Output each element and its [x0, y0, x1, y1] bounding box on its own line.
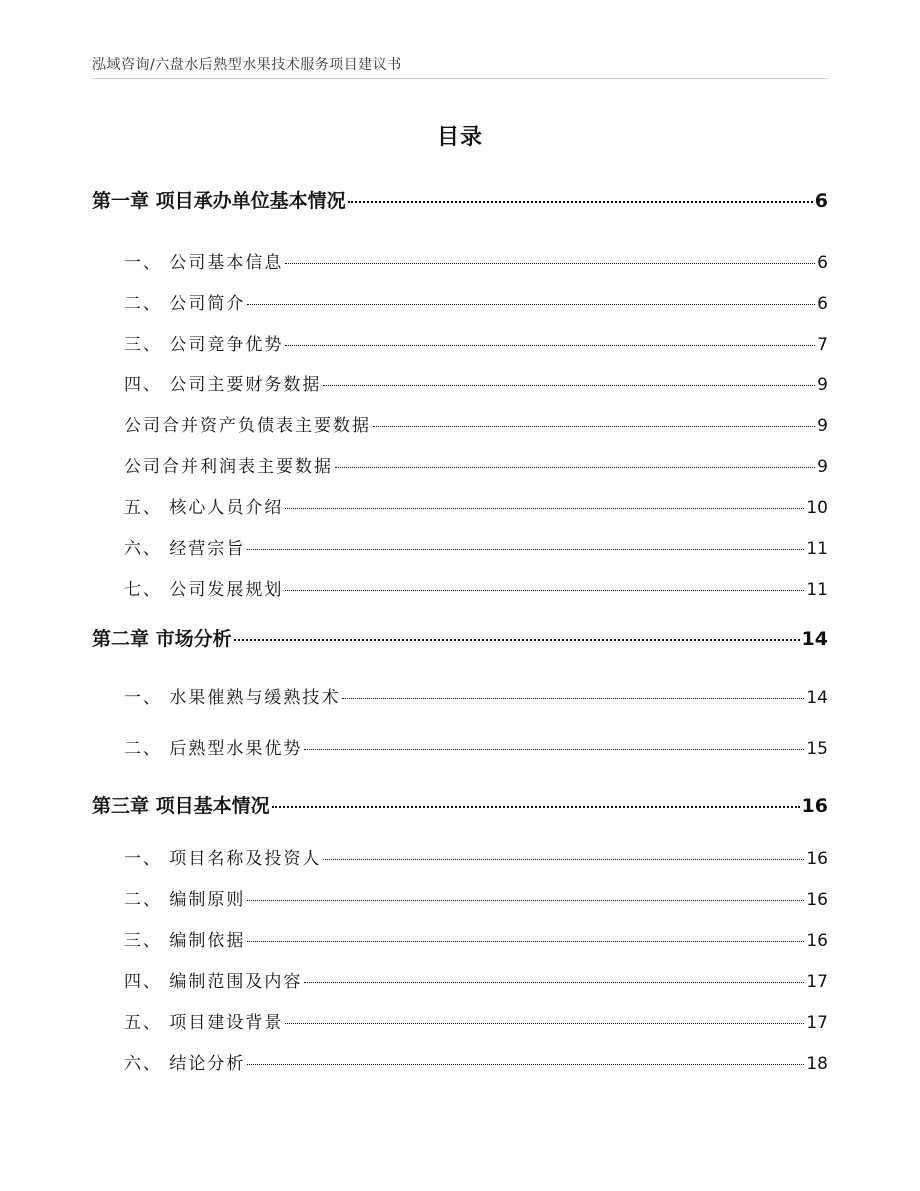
toc-leader-dots	[348, 201, 813, 203]
toc-entry-page: 10	[806, 498, 828, 518]
toc-title: 目录	[436, 125, 483, 150]
toc-entry-page: 9	[817, 375, 828, 395]
toc-leader-dots	[373, 426, 815, 427]
toc-entry-page: 9	[817, 416, 828, 436]
toc-entry-section[interactable]	[124, 575, 828, 600]
toc-entry-text: 五、 项目建设背景	[124, 1013, 284, 1033]
toc-entry-section[interactable]	[124, 1049, 828, 1074]
toc-entry-page: 16	[806, 931, 828, 951]
toc-entry-chapter-1[interactable]	[92, 186, 828, 213]
toc-entry-text: 一、 公司基本信息	[124, 253, 284, 273]
toc-entry-page: 15	[806, 739, 828, 759]
toc-entry-text: 二、 编制原则	[124, 890, 246, 910]
toc-entry-chapter-3[interactable]	[92, 791, 828, 818]
toc-leader-dots	[272, 806, 800, 808]
toc-leader-dots	[247, 1064, 804, 1065]
toc-leader-dots	[323, 859, 804, 860]
toc-entry-section[interactable]	[124, 248, 828, 273]
toc-entry-text: 第三章 项目基本情况	[92, 795, 270, 817]
toc-entry-text: 六、 经营宗旨	[124, 539, 246, 559]
toc-leader-dots	[247, 549, 804, 550]
header-divider	[92, 78, 828, 79]
toc-leader-dots	[247, 304, 815, 305]
toc-leader-dots	[342, 698, 804, 699]
toc-entry-page: 6	[814, 190, 828, 212]
toc-entry-text: 一、 项目名称及投资人	[124, 849, 322, 869]
toc-entry-text: 四、 公司主要财务数据	[124, 375, 322, 395]
toc-entry-page: 17	[806, 972, 828, 992]
toc-leader-dots	[285, 263, 815, 264]
toc-leader-dots	[247, 941, 804, 942]
toc-leader-dots	[247, 900, 804, 901]
toc-entry-page: 6	[817, 253, 828, 273]
toc-entry-page: 7	[817, 335, 828, 355]
toc-entry-section[interactable]	[124, 534, 828, 559]
toc-entry-text: 第一章 项目承办单位基本情况	[92, 190, 346, 212]
toc-entry-page: 14	[801, 628, 828, 650]
toc-entry-section[interactable]	[124, 289, 828, 314]
toc-entry-section[interactable]	[124, 734, 828, 759]
toc-entry-section[interactable]	[124, 411, 828, 436]
toc-entry-section[interactable]	[124, 330, 828, 355]
toc-leader-dots	[234, 639, 800, 641]
toc-entry-section[interactable]	[124, 683, 828, 708]
toc-entry-text: 七、 公司发展规划	[124, 580, 284, 600]
toc-leader-dots	[335, 467, 815, 468]
toc-entry-text: 三、 编制依据	[124, 931, 246, 951]
toc-leader-dots	[285, 1023, 804, 1024]
toc-entry-text: 二、 后熟型水果优势	[124, 739, 303, 759]
toc-entry-page: 9	[817, 457, 828, 477]
toc-entry-chapter-2[interactable]	[92, 624, 828, 651]
toc-entry-section[interactable]	[124, 926, 828, 951]
toc-entry-page: 16	[806, 890, 828, 910]
toc-entry-section[interactable]	[124, 844, 828, 869]
toc-entry-page: 6	[817, 294, 828, 314]
toc-entry-section[interactable]	[124, 452, 828, 477]
toc-leader-dots	[285, 345, 815, 346]
toc-leader-dots	[285, 508, 804, 509]
toc-entry-text: 二、 公司简介	[124, 294, 246, 314]
toc-entry-text: 公司合并利润表主要数据	[124, 457, 333, 477]
toc-leader-dots	[285, 590, 804, 591]
toc-entry-section[interactable]	[124, 493, 828, 518]
toc-entry-text: 一、 水果催熟与缓熟技术	[124, 688, 341, 708]
toc-entry-section[interactable]	[124, 885, 828, 910]
toc-entry-page: 14	[806, 688, 828, 708]
toc-entry-section[interactable]	[124, 370, 828, 395]
toc-entry-text: 六、 结论分析	[124, 1054, 246, 1074]
toc-entry-page: 18	[806, 1054, 828, 1074]
toc-entry-text: 五、 核心人员介绍	[124, 498, 284, 518]
document-header: 泓域咨询/六盘水后熟型水果技术服务项目建议书	[92, 57, 402, 73]
toc-entry-page: 17	[806, 1013, 828, 1033]
toc-leader-dots	[304, 982, 804, 983]
toc-entry-page: 11	[806, 539, 828, 559]
toc-entry-page: 16	[806, 849, 828, 869]
toc-entry-text: 三、 公司竞争优势	[124, 335, 284, 355]
toc-entry-text: 公司合并资产负债表主要数据	[124, 416, 371, 436]
toc-entry-section[interactable]	[124, 967, 828, 992]
toc-leader-dots	[323, 385, 815, 386]
toc-leader-dots	[304, 749, 804, 750]
toc-entry-page: 11	[806, 580, 828, 600]
toc-entry-section[interactable]	[124, 1008, 828, 1033]
toc-entry-text: 四、 编制范围及内容	[124, 972, 303, 992]
toc-entry-text: 第二章 市场分析	[92, 628, 232, 650]
toc-entry-page: 16	[801, 795, 828, 817]
